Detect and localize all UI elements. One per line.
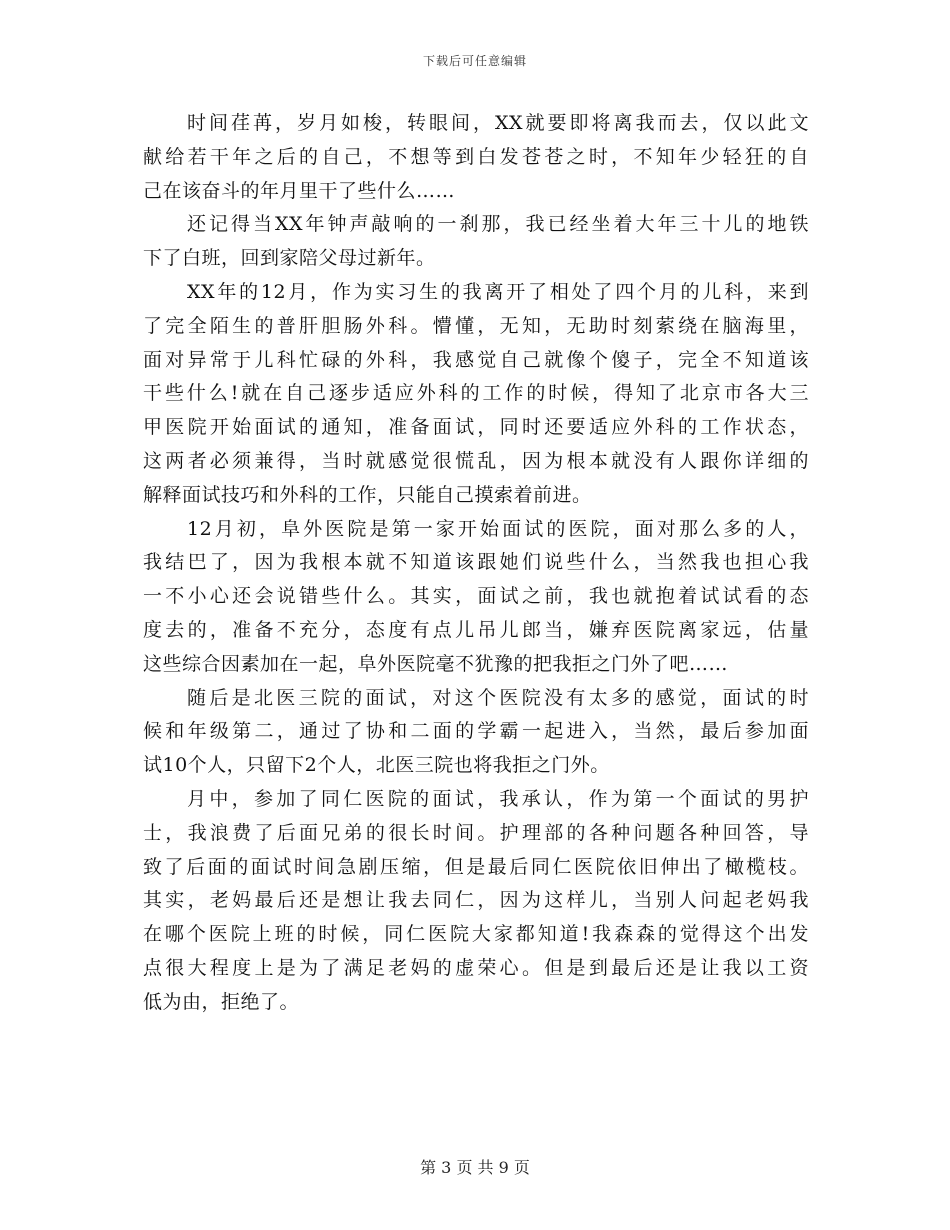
text-line: 这两者必须兼得，当时就感觉很慌乱，因为根本就没有人跟你详细的 (143, 449, 809, 472)
text-line: 了完全陌生的普肝胆肠外科。懵懂，无知，无助时刻萦绕在脑海里， (143, 314, 809, 337)
text-line: 12月初，阜外医院是第一家开始面试的医院，面对那么多的人， (187, 517, 809, 540)
paragraph (143, 107, 809, 208)
text-line: 低为由，拒绝了。 (143, 990, 300, 1013)
text-line: 甲医院开始面试的通知，准备面试，同时还要适应外科的工作状态， (143, 416, 809, 439)
page-header: 下载后可任意编辑 (422, 54, 527, 68)
text-line: 解释面试技巧和外科的工作，只能自己摸索着前进。 (143, 483, 592, 506)
document-body (143, 107, 809, 1020)
text-line: 点很大程度上是为了满足老妈的虚荣心。但是到最后还是让我以工资 (143, 956, 809, 979)
text-line: 其实，老妈最后还是想让我去同仁，因为这样儿，当别人问起老妈我 (143, 889, 809, 912)
text-line: 随后是北医三院的面试，对这个医院没有太多的感觉，面试的时 (187, 686, 809, 709)
paragraph (143, 682, 809, 783)
text-line: 这些综合因素加在一起，阜外医院毫不犹豫的把我拒之门外了吧…… (143, 652, 729, 675)
text-line: 一不小心还会说错些什么。其实，面试之前，我也就抱着试试看的态 (143, 585, 809, 608)
text-line: 我结巴了，因为我根本就不知道该跟她们说些什么，当然我也担心我 (143, 551, 809, 574)
text-line: 还记得当XX年钟声敲响的一刹那，我已经坐着大年三十儿的地铁 (187, 213, 809, 236)
text-line: 士，我浪费了后面兄弟的很长时间。护理部的各种问题各种回答，导 (143, 821, 809, 844)
paragraph (143, 208, 809, 276)
text-line: 度去的，准备不充分，态度有点儿吊儿郎当，嫌弃医院离家远，估量 (143, 618, 809, 641)
text-line: 己在该奋斗的年月里干了些什么…… (143, 179, 456, 202)
text-line: 候和年级第二，通过了协和二面的学霸一起进入，当然，最后参加面 (143, 720, 809, 743)
text-line: 时间荏苒，岁月如梭，转眼间，XX就要即将离我而去，仅以此文 (187, 112, 809, 134)
paragraph (143, 513, 809, 682)
text-line: 下了白班，回到家陪父母过新年。 (143, 247, 436, 270)
text-line: 月中，参加了同仁医院的面试，我承认，作为第一个面试的男护 (187, 787, 809, 810)
paragraph (143, 783, 809, 1020)
text-line: 献给若干年之后的自己，不想等到白发苍苍之时，不知年少轻狂的自 (143, 145, 809, 168)
paragraph (143, 276, 809, 513)
text-line: 在哪个医院上班的时候，同仁医院大家都知道!我森森的觉得这个出发 (143, 923, 809, 946)
page-number: 第 3 页 共 9 页 (420, 1158, 530, 1177)
text-line: 致了后面的面试时间急剧压缩，但是最后同仁医院依旧伸出了橄榄枝。 (143, 855, 809, 878)
text-line: 面对异常于儿科忙碌的外科，我感觉自己就像个傻子，完全不知道该 (143, 348, 809, 371)
text-line: 试10个人，只留下2个人，北医三院也将我拒之门外。 (143, 754, 610, 777)
text-line: 干些什么!就在自己逐步适应外科的工作的时候，得知了北京市各大三 (143, 382, 809, 405)
text-line: XX年的12月，作为实习生的我离开了相处了四个月的儿科，来到 (187, 280, 809, 303)
